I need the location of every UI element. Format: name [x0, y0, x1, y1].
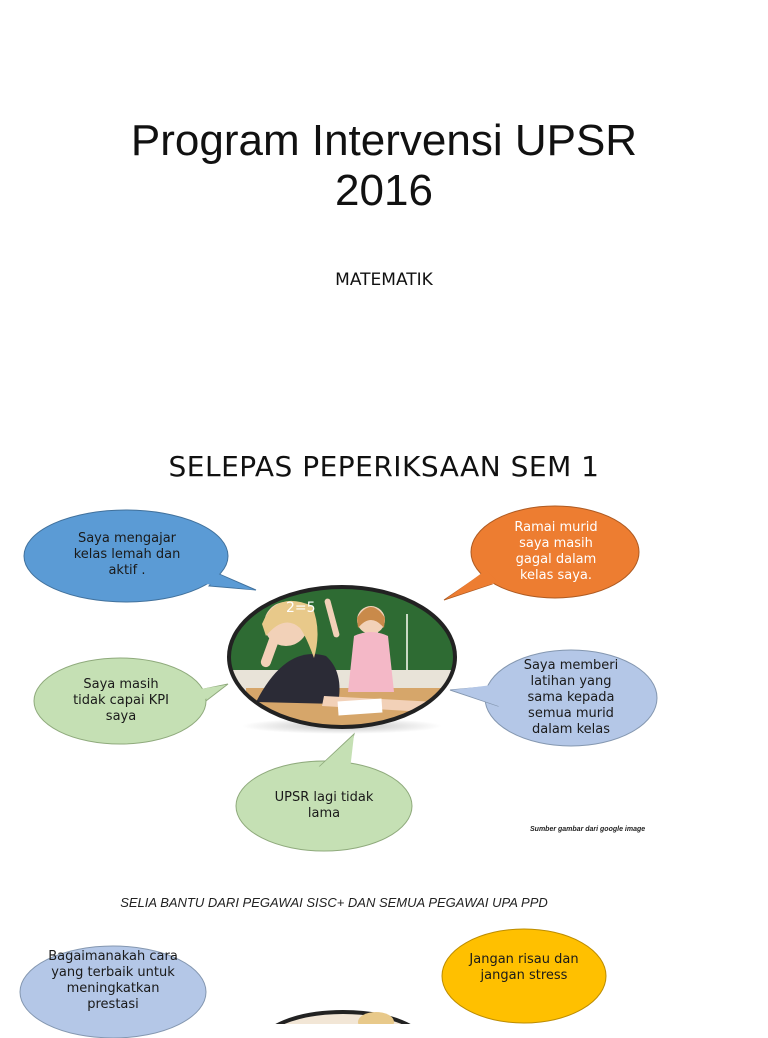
speech-bubble-bottom: [234, 732, 414, 854]
bubble-text: Ramai murid saya masih gagal dalam kelas saya.: [514, 520, 598, 583]
image-credit: Sumber gambar dari google image: [530, 826, 646, 833]
speech-bubble-top-right: [440, 504, 645, 604]
board-text: 2=5: [286, 600, 316, 616]
classroom-photo: [226, 584, 458, 734]
bubble-text: Bagaimanakah cara yang terbaik untuk meningkatkan prestasi: [48, 949, 178, 1012]
slide3-title: SELIA BANTU DARI PEGAWAI SISC+ DAN SEMUA PEGAWAI UPA PPD: [120, 895, 548, 910]
slide2-title: SELEPAS PEPERIKSAAN SEM 1: [168, 450, 600, 483]
slide-title-line2: 2016: [335, 166, 433, 215]
bubble-text: Saya mengajar kelas lemah dan aktif .: [73, 531, 181, 578]
slide-subtitle: MATEMATIK: [335, 270, 433, 290]
speech-bubble-slide3-left: [20, 938, 210, 1038]
bubble-text: Saya memberi latihan yang sama kepada semua murid dalam kelas: [523, 658, 619, 737]
speech-bubble-mid-right: [446, 648, 661, 748]
speech-bubble-mid-left: [34, 656, 234, 746]
bubble-text: Saya masih tidak capai KPI saya: [73, 677, 169, 724]
bubble-text: Jangan risau dan jangan stress: [469, 952, 579, 983]
speech-bubble-slide3-right: [440, 926, 610, 1024]
slide-title: [0, 116, 768, 216]
slide3-photo: [258, 1006, 428, 1024]
bubble-text: UPSR lagi tidak lama: [274, 790, 374, 821]
slide-title-line1: Program Intervensi UPSR: [130, 116, 638, 165]
